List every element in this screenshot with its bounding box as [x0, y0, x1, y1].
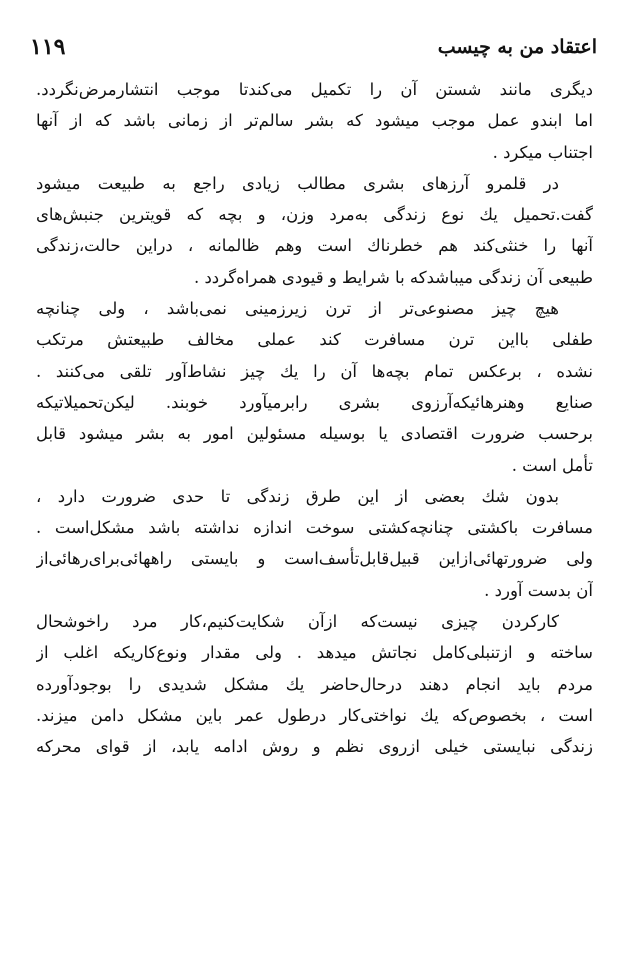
- text-line: صنایع وهنرهائیکه‌آرزوی بشری رابرمیآورد خوبند. لیکن‌تحمیلاتیکه: [36, 392, 593, 412]
- text-line: زندگی نبایستی خیلی ازروی نظم و روش ادامه یابد، از قوای محرکه: [36, 737, 593, 757]
- text-line: مسافرت باکشتی چنانچه‌کشتی سوخت اندازه نداشته باشد مشکل‌است .: [36, 518, 593, 538]
- text-line: ولی ضرورتهائی‌ازاین قبیل‌قابل‌تأسف‌است و بایستی راههائی‌برای‌رهائی‌از: [36, 549, 593, 569]
- text-line: طبیعی آن زندگی میباشدکه با شرایط و قیودی همراه‌گردد .: [193, 267, 593, 287]
- text-line: گفت.تحمیل یك نوع زندگی به‌مرد وزن، و بچه که قویترین جنبش‌های: [36, 205, 593, 225]
- text-line: دیگری مانند شستن آن را تکمیل می‌کندتا موجب انتشارمرض‌نگردد.: [36, 80, 593, 99]
- text-line: آن بدست آورد .: [484, 580, 593, 600]
- text-line: تأمل است .: [511, 455, 593, 475]
- text-line: کارکردن چیزی نیست‌که ازآن شکایت‌کنیم،کار مرد راخوشحال: [36, 612, 559, 632]
- text-line: اجتناب میکرد .: [492, 142, 593, 162]
- page-header: [30, 34, 597, 68]
- body-text: [36, 74, 593, 763]
- text-line: بدون شك بعضی از این طرق زندگی تا حدی ضرورت دارد ،: [36, 486, 559, 506]
- text-line: برحسب ضرورت اقتصادی یا بوسیله مسئولین امور به بشر میشود قابل: [36, 424, 593, 444]
- text-line: مردم باید انجام دهند درحال‌حاضر یك مشکل شدیدی را بوجودآورده: [36, 674, 593, 694]
- text-line: هیچ چیز مصنوعی‌تر از ترن زیرزمینی نمی‌باشد ، ولی چنانچه: [36, 299, 559, 319]
- text-line: نشده ، برعکس تمام بچه‌ها آن را یك چیز نشاط‌آور تلقی می‌کنند .: [36, 361, 593, 381]
- text-line: طفلی بااین ترن مسافرت کند عملی مخالف طبیعتش مرتکب: [36, 330, 593, 350]
- text-line: ساخته و ازتنبلی‌کامل نجاتش میدهد . ولی مقدار ونوع‌کاریکه اغلب از: [36, 643, 593, 663]
- text-line: آنها را خنثی‌کند هم خطرناك است وهم ظالمانه ، دراین حالت،زندگی: [36, 236, 593, 256]
- text-line: در قلمرو آرزهای بشری مطالب زیادی راجع به طبیعت میشود: [36, 173, 559, 193]
- text-line: است ، بخصوص‌که یك نواختی‌کار درطول عمر باین مشکل دامن میزند.: [36, 705, 593, 725]
- text-line: اما ابندو عمل موجب میشود که بشر سالم‌تر از زمانی باشد که از آنها: [36, 111, 593, 131]
- page-number: ۱۱۹: [30, 34, 66, 60]
- running-title: اعتقاد من به چیسب: [437, 36, 597, 58]
